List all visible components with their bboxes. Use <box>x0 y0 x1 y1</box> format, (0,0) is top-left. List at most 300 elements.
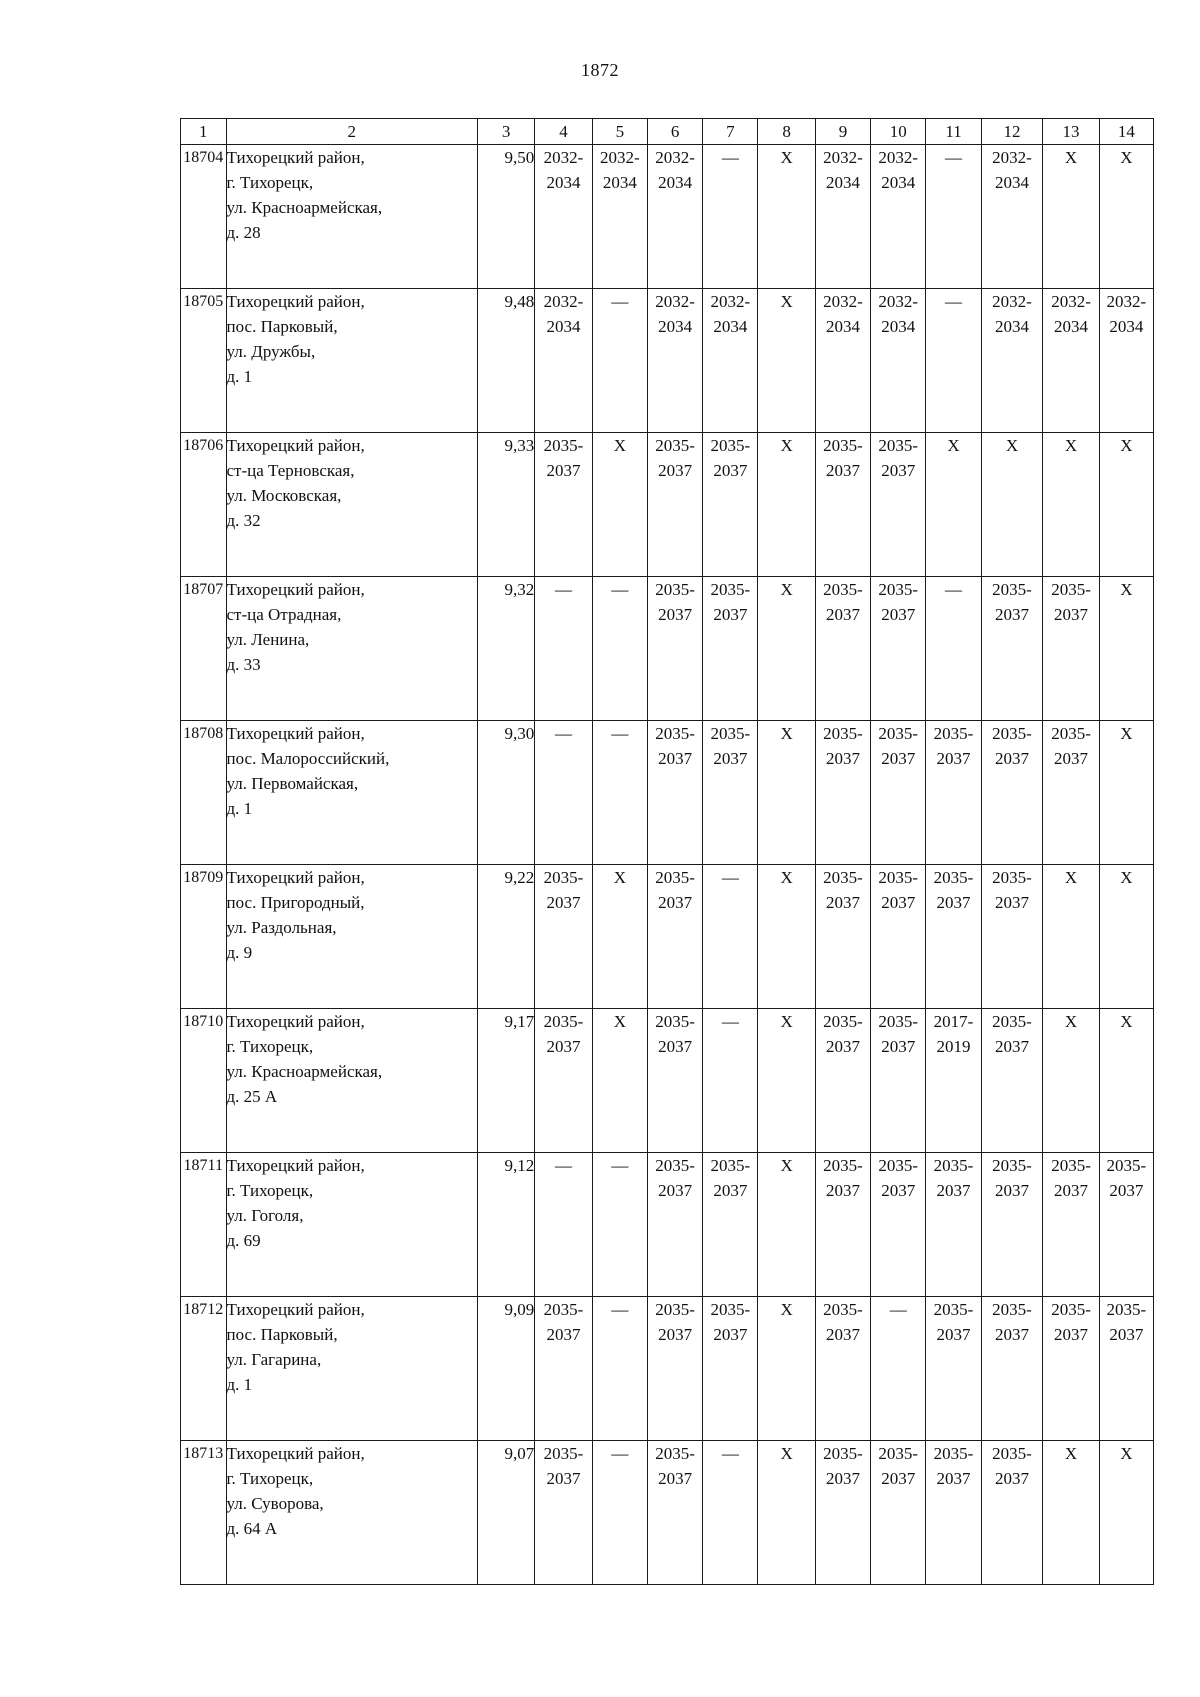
period-cell-col-12 <box>981 145 1043 289</box>
cell-line: 2037 <box>713 605 748 624</box>
cell-line: X <box>1120 148 1133 167</box>
period-cell-col-4 <box>535 1441 592 1585</box>
cell-line: — <box>945 580 963 599</box>
cell-line: 2035- <box>992 724 1032 743</box>
cell-line: 2034 <box>1109 317 1144 336</box>
period-cell-col-13 <box>1043 577 1099 721</box>
cell-line: 2034 <box>995 173 1030 192</box>
cell-line: 2035- <box>710 1156 751 1175</box>
cell-line: 2035- <box>543 868 584 887</box>
cell-line: — <box>611 1156 629 1175</box>
column-header-6: 6 <box>647 119 702 145</box>
cell-line: 2035- <box>992 1156 1032 1175</box>
cell-line: X <box>1064 1444 1078 1463</box>
period-cell-col-7 <box>703 1441 758 1585</box>
period-cell-col-14 <box>1099 289 1153 433</box>
address-line: д. 25 А <box>226 1087 278 1106</box>
cell-line: 2035- <box>543 1444 584 1463</box>
period-cell-col-8 <box>758 1153 815 1297</box>
column-header-7: 7 <box>703 119 758 145</box>
cell-line: 2035- <box>992 580 1032 599</box>
cell-line: 2037 <box>995 605 1030 624</box>
period-cell-col-11 <box>926 865 981 1009</box>
period-cell-col-7 <box>703 1297 758 1441</box>
period-cell-col-9 <box>815 577 870 721</box>
value-cell: 9,50 <box>477 145 534 289</box>
period-cell-col-7 <box>703 1009 758 1153</box>
cell-line: 2034 <box>546 317 581 336</box>
address-line: пос. Парковый, <box>226 1325 338 1344</box>
period-cell-col-11 <box>926 433 981 577</box>
period-cell-col-5 <box>592 1009 647 1153</box>
row-number: 18704 <box>181 145 227 289</box>
cell-line: 2032- <box>992 292 1032 311</box>
cell-line: 2035- <box>878 436 919 455</box>
table-row <box>181 1297 1154 1441</box>
period-cell-col-12 <box>981 1153 1043 1297</box>
address-line: Тихорецкий район, <box>226 1300 365 1319</box>
cell-line: X <box>780 1012 793 1031</box>
period-cell-col-8 <box>758 865 815 1009</box>
address-line: д. 9 <box>226 943 253 962</box>
address-line: д. 1 <box>226 367 253 386</box>
address-line: ул. Раздольная, <box>226 918 337 937</box>
period-cell-col-14 <box>1099 145 1153 289</box>
cell-line: 2037 <box>658 893 693 912</box>
address-line: ст-ца Терновская, <box>226 461 355 480</box>
value-cell: 9,09 <box>477 1297 534 1441</box>
address-line: ул. Ленина, <box>226 630 310 649</box>
period-cell-col-14 <box>1099 865 1153 1009</box>
cell-line: 2035- <box>933 724 974 743</box>
period-cell-col-11 <box>926 1009 981 1153</box>
cell-line: X <box>780 436 793 455</box>
period-cell-col-10 <box>871 433 926 577</box>
period-cell-col-9 <box>815 1009 870 1153</box>
cell-line: 2037 <box>546 1469 581 1488</box>
cell-line: — <box>721 868 739 887</box>
cell-line: 2037 <box>546 1325 581 1344</box>
cell-line: 2037 <box>658 1037 693 1056</box>
cell-line: 2035- <box>992 1012 1032 1031</box>
cell-line: X <box>780 1444 793 1463</box>
column-header-5: 5 <box>592 119 647 145</box>
period-cell-col-8 <box>758 145 815 289</box>
cell-line: 2035- <box>655 868 695 887</box>
period-cell-col-7 <box>703 1153 758 1297</box>
address-line: Тихорецкий район, <box>226 580 365 599</box>
cell-line: X <box>780 724 793 743</box>
cell-line: X <box>1064 1012 1078 1031</box>
cell-line: 2034 <box>881 317 916 336</box>
cell-line: — <box>555 724 572 743</box>
cell-line: 2035- <box>1106 1300 1147 1319</box>
period-cell-col-7 <box>703 721 758 865</box>
cell-line: 2035- <box>878 1156 919 1175</box>
cell-line: 2035- <box>710 580 751 599</box>
row-number: 18711 <box>181 1153 227 1297</box>
period-cell-col-9 <box>815 433 870 577</box>
value-cell: 9,22 <box>477 865 534 1009</box>
period-cell-col-13 <box>1043 1297 1099 1441</box>
table-header-row <box>181 119 1154 145</box>
cell-line: 2037 <box>826 1037 861 1056</box>
cell-line: 2035- <box>1106 1156 1147 1175</box>
period-cell-col-5 <box>592 1297 647 1441</box>
period-cell-col-8 <box>758 289 815 433</box>
cell-line: X <box>1064 868 1078 887</box>
table-row <box>181 145 1154 289</box>
cell-line: 2032- <box>823 148 863 167</box>
period-cell-col-9 <box>815 865 870 1009</box>
period-cell-col-10 <box>871 1153 926 1297</box>
period-cell-col-10 <box>871 577 926 721</box>
row-number: 18713 <box>181 1441 227 1585</box>
cell-line: 2037 <box>658 461 693 480</box>
cell-line: 2035- <box>543 1300 584 1319</box>
cell-line: 2037 <box>881 461 916 480</box>
cell-line: 2032- <box>992 148 1032 167</box>
period-cell-col-12 <box>981 721 1043 865</box>
address-line: Тихорецкий район, <box>226 1012 365 1031</box>
cell-line: 2035- <box>655 580 695 599</box>
cell-line: 2037 <box>826 749 861 768</box>
cell-line: 2032- <box>543 148 584 167</box>
row-number: 18708 <box>181 721 227 865</box>
table-row <box>181 1441 1154 1585</box>
cell-line: 2032- <box>600 148 640 167</box>
period-cell-col-9 <box>815 1153 870 1297</box>
period-cell-col-5 <box>592 721 647 865</box>
address-cell <box>226 145 477 289</box>
address-line: ул. Суворова, <box>226 1494 324 1513</box>
period-cell-col-4 <box>535 1153 592 1297</box>
cell-line: 2035- <box>655 724 695 743</box>
address-line: ул. Московская, <box>226 486 342 505</box>
period-cell-col-12 <box>981 577 1043 721</box>
period-cell-col-13 <box>1043 145 1099 289</box>
period-cell-col-12 <box>981 433 1043 577</box>
cell-line: 2037 <box>826 605 861 624</box>
cell-line: 2035- <box>655 1444 695 1463</box>
cell-line: 2035- <box>1051 580 1091 599</box>
table-body <box>181 145 1154 1585</box>
address-line: д. 1 <box>226 799 253 818</box>
cell-line: 2035- <box>933 1444 974 1463</box>
address-line: Тихорецкий район, <box>226 436 365 455</box>
cell-line: — <box>945 148 963 167</box>
period-cell-col-6 <box>647 1441 702 1585</box>
period-cell-col-8 <box>758 433 815 577</box>
table-row <box>181 577 1154 721</box>
address-line: д. 1 <box>226 1375 253 1394</box>
cell-line: — <box>721 148 739 167</box>
cell-line: 2037 <box>995 1037 1030 1056</box>
period-cell-col-14 <box>1099 721 1153 865</box>
cell-line: 2035- <box>992 868 1032 887</box>
cell-line: — <box>889 1300 907 1319</box>
cell-line: 2035- <box>823 724 863 743</box>
period-cell-col-12 <box>981 1441 1043 1585</box>
period-cell-col-7 <box>703 865 758 1009</box>
address-line: д. 69 <box>226 1231 261 1250</box>
cell-line: 2035- <box>878 868 919 887</box>
period-cell-col-12 <box>981 1009 1043 1153</box>
cell-line: — <box>555 1156 572 1175</box>
cell-line: 2035- <box>823 580 863 599</box>
cell-line: 2032- <box>823 292 863 311</box>
cell-line: 2037 <box>995 1181 1030 1200</box>
address-line: д. 33 <box>226 655 261 674</box>
cell-line: — <box>611 724 629 743</box>
cell-line: X <box>613 868 626 887</box>
value-cell: 9,12 <box>477 1153 534 1297</box>
cell-line: 2035- <box>933 1156 974 1175</box>
cell-line: X <box>613 436 626 455</box>
cell-line: 2037 <box>881 605 916 624</box>
period-cell-col-4 <box>535 865 592 1009</box>
cell-line: X <box>1120 1444 1133 1463</box>
cell-line: 2032- <box>655 148 695 167</box>
column-header-13: 13 <box>1043 119 1099 145</box>
cell-line: 2037 <box>1109 1325 1144 1344</box>
address-cell <box>226 721 477 865</box>
period-cell-col-6 <box>647 145 702 289</box>
cell-line: 2037 <box>1054 1181 1089 1200</box>
cell-line: 2037 <box>658 605 693 624</box>
period-cell-col-12 <box>981 289 1043 433</box>
address-line: Тихорецкий район, <box>226 292 365 311</box>
period-cell-col-6 <box>647 1297 702 1441</box>
cell-line: 2035- <box>710 1300 751 1319</box>
address-line: Тихорецкий район, <box>226 1156 365 1175</box>
period-cell-col-4 <box>535 1009 592 1153</box>
period-cell-col-9 <box>815 721 870 865</box>
period-cell-col-6 <box>647 721 702 865</box>
address-line: пос. Парковый, <box>226 317 338 336</box>
cell-line: 2037 <box>713 1181 748 1200</box>
cell-line: 2037 <box>658 749 693 768</box>
address-line: Тихорецкий район, <box>226 868 365 887</box>
period-cell-col-12 <box>981 1297 1043 1441</box>
cell-line: 2037 <box>1109 1181 1144 1200</box>
address-cell <box>226 1009 477 1153</box>
cell-line: 2037 <box>826 893 861 912</box>
cell-line: 2034 <box>995 317 1030 336</box>
period-cell-col-8 <box>758 1441 815 1585</box>
period-cell-col-8 <box>758 721 815 865</box>
cell-line: 2035- <box>655 1012 695 1031</box>
table-row <box>181 433 1154 577</box>
cell-line: 2032- <box>710 292 751 311</box>
value-cell: 9,17 <box>477 1009 534 1153</box>
period-cell-col-10 <box>871 865 926 1009</box>
cell-line: X <box>613 1012 626 1031</box>
cell-line: 2037 <box>995 893 1030 912</box>
period-cell-col-7 <box>703 145 758 289</box>
cell-line: 2037 <box>936 749 971 768</box>
cell-line: 2035- <box>543 436 584 455</box>
period-cell-col-6 <box>647 577 702 721</box>
cell-line: 2037 <box>658 1181 693 1200</box>
cell-line: X <box>1120 436 1133 455</box>
column-header-3: 3 <box>477 119 534 145</box>
address-line: ул. Гагарина, <box>226 1350 322 1369</box>
cell-line: 2037 <box>1054 605 1089 624</box>
cell-line: 2037 <box>826 461 861 480</box>
cell-line: 2037 <box>1054 749 1089 768</box>
cell-line: 2032- <box>878 292 919 311</box>
cell-line: 2037 <box>546 1037 581 1056</box>
cell-line: — <box>555 580 572 599</box>
cell-line: 2037 <box>936 1325 971 1344</box>
cell-line: 2035- <box>710 436 751 455</box>
address-line: г. Тихорецк, <box>226 1469 314 1488</box>
period-cell-col-6 <box>647 1009 702 1153</box>
value-cell: 9,07 <box>477 1441 534 1585</box>
cell-line: — <box>721 1012 739 1031</box>
cell-line: X <box>1064 436 1078 455</box>
column-header-14: 14 <box>1099 119 1153 145</box>
cell-line: 2037 <box>658 1325 693 1344</box>
cell-line: 2037 <box>881 1181 916 1200</box>
period-cell-col-11 <box>926 577 981 721</box>
period-cell-col-11 <box>926 1297 981 1441</box>
cell-line: 2034 <box>881 173 916 192</box>
period-cell-col-4 <box>535 721 592 865</box>
period-cell-col-14 <box>1099 1153 1153 1297</box>
period-cell-col-4 <box>535 1297 592 1441</box>
cell-line: 2037 <box>936 893 971 912</box>
cell-line: 2034 <box>602 173 637 192</box>
cell-line: X <box>1120 868 1133 887</box>
row-number: 18705 <box>181 289 227 433</box>
cell-line: 2037 <box>995 1325 1030 1344</box>
table-row <box>181 865 1154 1009</box>
cell-line: 2035- <box>992 1300 1032 1319</box>
period-cell-col-14 <box>1099 1009 1153 1153</box>
cell-line: X <box>780 292 793 311</box>
address-cell <box>226 865 477 1009</box>
value-cell: 9,32 <box>477 577 534 721</box>
cell-line: 2037 <box>826 1181 861 1200</box>
column-header-10: 10 <box>871 119 926 145</box>
address-line: д. 32 <box>226 511 261 530</box>
period-cell-col-5 <box>592 289 647 433</box>
period-cell-col-5 <box>592 865 647 1009</box>
period-cell-col-10 <box>871 1009 926 1153</box>
cell-line: 2037 <box>881 1037 916 1056</box>
period-cell-col-5 <box>592 145 647 289</box>
period-cell-col-13 <box>1043 289 1099 433</box>
period-cell-col-4 <box>535 577 592 721</box>
cell-line: 2037 <box>1054 1325 1089 1344</box>
cell-line: 2035- <box>823 1012 863 1031</box>
column-header-9: 9 <box>815 119 870 145</box>
period-cell-col-6 <box>647 433 702 577</box>
address-cell <box>226 1297 477 1441</box>
period-cell-col-9 <box>815 289 870 433</box>
cell-line: — <box>611 1444 629 1463</box>
cell-line: 2035- <box>933 1300 974 1319</box>
period-cell-col-4 <box>535 289 592 433</box>
cell-line: 2032- <box>543 292 584 311</box>
period-cell-col-10 <box>871 1297 926 1441</box>
cell-line: — <box>945 292 963 311</box>
period-cell-col-8 <box>758 1297 815 1441</box>
cell-line: — <box>611 292 629 311</box>
row-number: 18712 <box>181 1297 227 1441</box>
address-cell <box>226 1441 477 1585</box>
address-line: пос. Пригородный, <box>226 893 365 912</box>
address-line: Тихорецкий район, <box>226 724 365 743</box>
period-cell-col-14 <box>1099 433 1153 577</box>
cell-line: 2035- <box>655 1300 695 1319</box>
address-line: пос. Малороссийский, <box>226 749 390 768</box>
cell-line: — <box>611 1300 629 1319</box>
cell-line: 2035- <box>823 1156 863 1175</box>
table-row <box>181 289 1154 433</box>
period-cell-col-12 <box>981 865 1043 1009</box>
cell-line: 2034 <box>713 317 748 336</box>
cell-line: 2035- <box>823 868 863 887</box>
period-cell-col-14 <box>1099 1297 1153 1441</box>
cell-line: 2034 <box>658 317 693 336</box>
address-line: ул. Гоголя, <box>226 1206 304 1225</box>
period-cell-col-4 <box>535 433 592 577</box>
cell-line: 2035- <box>710 724 751 743</box>
cell-line: 2035- <box>823 436 863 455</box>
cell-line: 2037 <box>713 461 748 480</box>
cell-line: X <box>1120 1012 1133 1031</box>
period-cell-col-13 <box>1043 1441 1099 1585</box>
cell-line: 2035- <box>992 1444 1032 1463</box>
cell-line: X <box>780 580 793 599</box>
period-cell-col-13 <box>1043 1009 1099 1153</box>
cell-line: X <box>1064 148 1078 167</box>
cell-line: 2034 <box>826 317 861 336</box>
period-cell-col-10 <box>871 721 926 865</box>
column-header-1: 1 <box>181 119 227 145</box>
address-line: ул. Красноармейская, <box>226 1062 383 1081</box>
cell-line: 2037 <box>826 1469 861 1488</box>
cell-line: 2035- <box>1051 724 1091 743</box>
row-number: 18706 <box>181 433 227 577</box>
cell-line: 2034 <box>658 173 693 192</box>
cell-line: 2037 <box>881 1469 916 1488</box>
cell-line: X <box>947 436 960 455</box>
cell-line: 2034 <box>826 173 861 192</box>
cell-line: 2037 <box>546 893 581 912</box>
cell-line: 2037 <box>881 893 916 912</box>
period-cell-col-4 <box>535 145 592 289</box>
cell-line: 2037 <box>936 1469 971 1488</box>
cell-line: X <box>1005 436 1019 455</box>
address-line: г. Тихорецк, <box>226 173 314 192</box>
period-cell-col-9 <box>815 1441 870 1585</box>
cell-line: 2032- <box>655 292 695 311</box>
period-cell-col-13 <box>1043 433 1099 577</box>
column-header-12: 12 <box>981 119 1043 145</box>
period-cell-col-7 <box>703 289 758 433</box>
cell-line: 2035- <box>1051 1300 1091 1319</box>
cell-line: 2037 <box>995 1469 1030 1488</box>
cell-line: — <box>721 1444 739 1463</box>
address-line: г. Тихорецк, <box>226 1181 314 1200</box>
cell-line: 2034 <box>546 173 581 192</box>
period-cell-col-10 <box>871 1441 926 1585</box>
register-table <box>180 118 1154 1585</box>
